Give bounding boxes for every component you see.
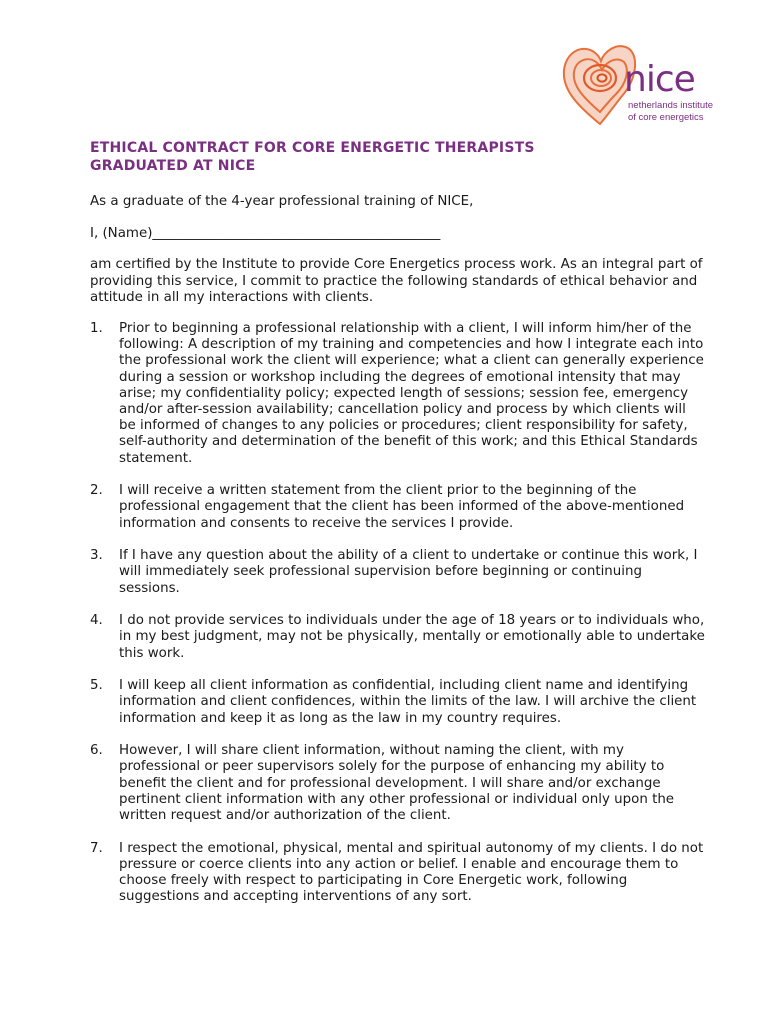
document-title	[90, 139, 706, 175]
list-item	[90, 613, 706, 662]
logo-subtitle-line1: netherlands institute	[628, 100, 714, 111]
item-text: If I have any question about the ability of a client to undertake or continue this work, I will immediately seek professional supervision before beginning or continuing sessions.	[119, 548, 698, 596]
list-item	[90, 483, 706, 532]
title-line-2: GRADUATED AT NICE	[90, 158, 256, 174]
certification-text: am certified by the Institute to provide Core Energetics process work. As an integral part of providing this service, I commit to practice the following standards of ethical behavior and attitude in all my interactions with clients.	[90, 257, 703, 305]
item-text: However, I will share client information, without naming the client, with my professional or peer supervisors solely for the purpose of enhancing my ability to benefit the client and for professional development. I will share and/or exchange pertinent client information with any other professional or individual only upon the written request and/or authorization of the client.	[119, 743, 675, 824]
list-item	[90, 548, 706, 597]
list-item	[90, 321, 706, 467]
item-number: 7.	[90, 840, 103, 856]
item-text: I will keep all client information as confidential, including client name and identifying information and client confidences, within the limits of the law. I will archive the client information and keep it as long as the law in my country requires.	[119, 678, 697, 726]
list-item	[90, 841, 706, 906]
item-text: I respect the emotional, physical, mental and spiritual autonomy of my clients. I do not pressure or coerce clients into any action or belief. I enable and encourage them to choose freely with respect to participating in Core Energetic work, following suggestions and accepting interventions of any sort.	[119, 840, 704, 905]
item-text: I do not provide services to individuals under the age of 18 years or to individuals who, in my best judgment, may not be physically, mentally or emotionally able to undertake this work.	[119, 613, 705, 661]
list-item	[90, 678, 706, 727]
item-number: 2.	[90, 483, 103, 499]
document-body	[90, 139, 706, 922]
standards-list	[90, 321, 706, 905]
item-number: 1.	[90, 321, 103, 337]
list-item	[90, 743, 706, 824]
item-number: 3.	[90, 548, 103, 564]
title-line-1: ETHICAL CONTRACT FOR CORE ENERGETIC THERAPISTS	[90, 140, 535, 156]
intro-text: As a graduate of the 4-year professional training of NICE,	[90, 194, 474, 209]
nice-logo	[560, 40, 720, 130]
item-number: 4.	[90, 613, 103, 629]
item-text: Prior to beginning a professional relationship with a client, I will inform him/her of the following: A description of my training and competencies and how I integrate each into the professional work the client will experience; what a client can generally experience during a session or workshop including the degrees of emotional intensity that may arise; my confidentiality policy; expected length of sessions; session fee, emergency and/or after-session availability; cancellation policy and process by which clients will be informed of changes to any policies or procedures; client responsibility for safety, self-authority and determination of the benefit of this work; and this Ethical Standards statement.	[119, 321, 704, 466]
item-text: I will receive a written statement from the client prior to the beginning of the professional engagement that the client has been informed of the above-mentioned information and consents to receive the services I provide.	[119, 483, 685, 531]
name-field: I, (Name)___________________________________________	[90, 226, 441, 242]
logo-subtitle-line2: of core energetics	[628, 112, 704, 123]
item-number: 6.	[90, 743, 103, 759]
logo-wordmark: nice	[624, 59, 695, 100]
item-number: 5.	[90, 678, 103, 694]
